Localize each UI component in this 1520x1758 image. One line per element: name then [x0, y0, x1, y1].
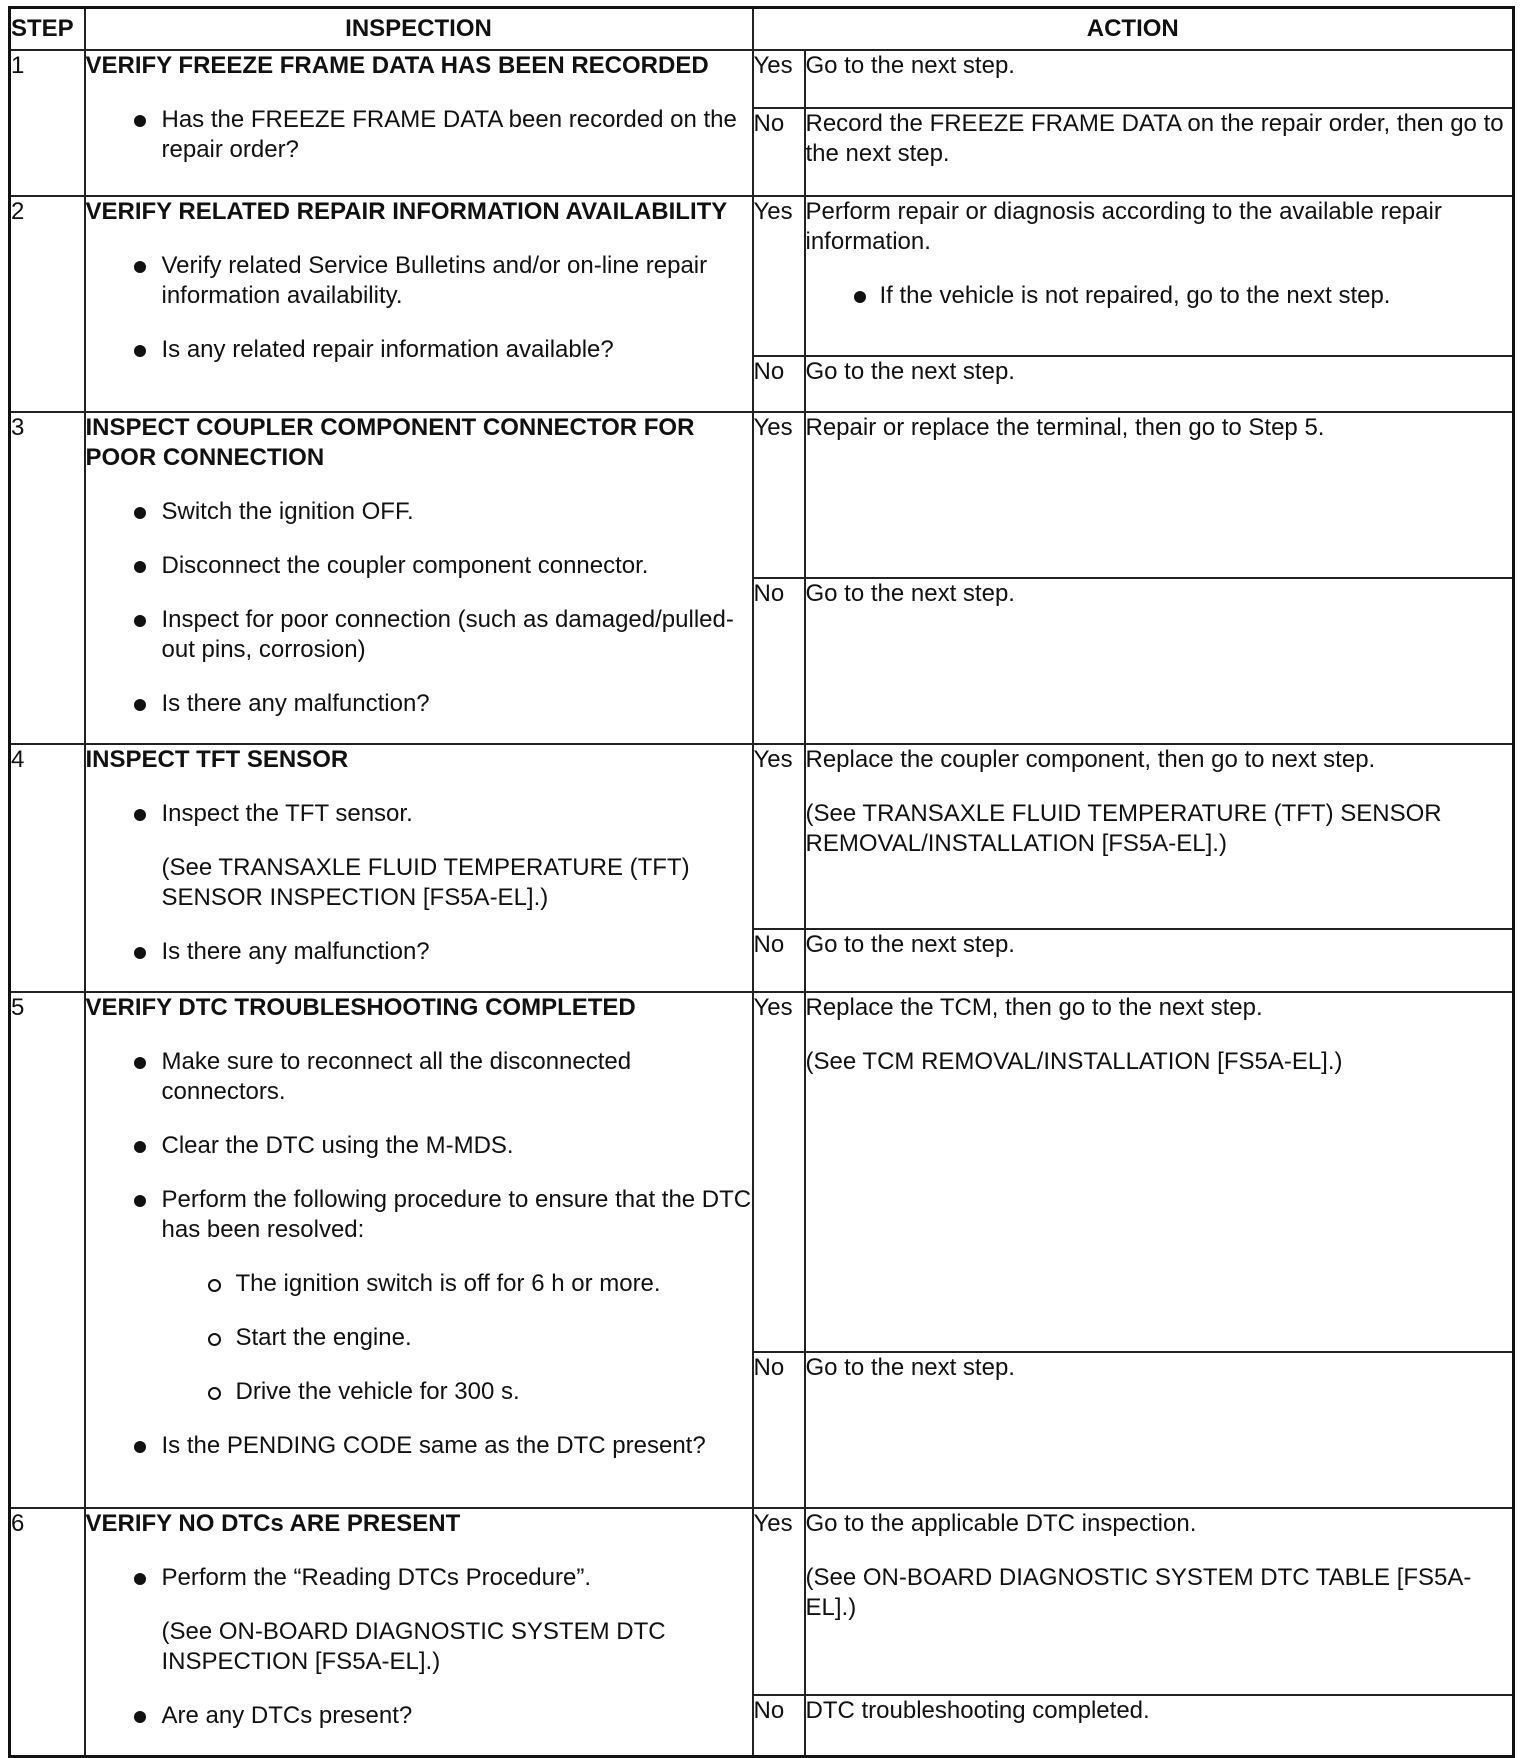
inspection-bullet: Perform the following procedure to ensure that the DTC has been resolved: — [86, 1185, 752, 1245]
no-action-text: Go to the next step. — [805, 358, 1015, 385]
yes-label: Yes — [753, 744, 805, 929]
step-number: 2 — [10, 196, 85, 412]
bullet-icon — [134, 1441, 146, 1453]
bullet-icon — [134, 1141, 146, 1153]
step-inspection — [85, 50, 753, 196]
no-label: No — [753, 929, 805, 992]
inspection-bullet: Are any DTCs present? — [86, 1701, 752, 1731]
no-action-text: Go to the next step. — [805, 1354, 1015, 1381]
step-inspection — [85, 196, 753, 412]
no-action — [805, 929, 1514, 992]
bullet-icon — [134, 947, 146, 959]
step-number: 5 — [10, 992, 85, 1508]
yes-action — [805, 992, 1514, 1352]
step-number: 1 — [10, 50, 85, 196]
yes-action-reference: (See TCM REMOVAL/INSTALLATION [FS5A-EL].) — [805, 1048, 1343, 1075]
bullet-icon — [134, 1711, 146, 1723]
header-step: STEP — [10, 8, 85, 51]
yes-action — [805, 50, 1514, 108]
header-inspection: INSPECTION — [85, 8, 753, 51]
step-6-yes-row — [10, 1508, 1514, 1695]
step-3-yes-row — [10, 412, 1514, 578]
inspection-bullet: Make sure to reconnect all the disconnected connectors. — [86, 1047, 752, 1107]
step-number: 3 — [10, 412, 85, 744]
no-label: No — [753, 1352, 805, 1508]
step-inspection — [85, 992, 753, 1508]
yes-action-text: Replace the coupler component, then go to next step. — [805, 746, 1376, 773]
step-inspection — [85, 412, 753, 744]
yes-action — [805, 196, 1514, 356]
inspection-bullet: Is any related repair information available? — [86, 335, 752, 365]
inspection-bullet: Disconnect the coupler component connector. — [86, 551, 752, 581]
bullet-icon — [134, 809, 146, 821]
no-action — [805, 108, 1514, 196]
inspection-bullet: Inspect for poor connection (such as damaged/pulled-out pins, corrosion) — [86, 605, 752, 665]
bullet-icon — [134, 1573, 146, 1585]
inspection-bullet: Verify related Service Bulletins and/or on-line repair information availability. — [86, 251, 752, 311]
no-label: No — [753, 578, 805, 744]
inspection-subbullet: Start the engine. — [86, 1323, 752, 1353]
step-title: VERIFY DTC TROUBLESHOOTING COMPLETED — [85, 994, 636, 1021]
diagnostic-table — [8, 6, 1515, 1758]
no-action-text: Record the FREEZE FRAME DATA on the repair order, then go to the next step. — [805, 110, 1504, 167]
step-2-yes-row — [10, 196, 1514, 356]
step-4-yes-row — [10, 744, 1514, 929]
bullet-icon — [134, 507, 146, 519]
no-action — [805, 1352, 1514, 1508]
circle-bullet-icon — [208, 1387, 221, 1400]
no-label: No — [753, 356, 805, 412]
no-label: No — [753, 108, 805, 196]
step-title: INSPECT COUPLER COMPONENT CONNECTOR FOR POOR CONNECTION — [85, 414, 695, 471]
yes-label: Yes — [753, 50, 805, 108]
inspection-bullet: Switch the ignition OFF. — [86, 497, 752, 527]
inspection-subbullet: Drive the vehicle for 300 s. — [86, 1377, 752, 1407]
no-action-text: Go to the next step. — [805, 931, 1015, 959]
bullet-icon — [134, 699, 146, 711]
yes-label: Yes — [753, 196, 805, 356]
inspection-bullet: Is the PENDING CODE same as the DTC present? — [86, 1431, 752, 1461]
inspection-bullet: Clear the DTC using the M-MDS. — [86, 1131, 752, 1161]
no-action — [805, 1695, 1514, 1756]
no-label: No — [753, 1695, 805, 1756]
bullet-icon — [134, 345, 146, 357]
no-action — [805, 578, 1514, 744]
yes-action — [805, 412, 1514, 578]
circle-bullet-icon — [208, 1333, 221, 1346]
step-inspection — [85, 744, 753, 992]
yes-label: Yes — [753, 992, 805, 1352]
yes-action — [805, 744, 1514, 929]
inspection-bullet: Inspect the TFT sensor. — [86, 799, 752, 829]
bullet-icon — [134, 561, 146, 573]
yes-action — [805, 1508, 1514, 1695]
no-action — [805, 356, 1514, 412]
yes-action-text: Perform repair or diagnosis according to the available repair information. — [805, 198, 1442, 255]
bullet-icon — [134, 1057, 146, 1069]
inspection-reference: (See TRANSAXLE FLUID TEMPERATURE (TFT) SENSOR INSPECTION [FS5A-EL].) — [161, 854, 690, 911]
step-title: VERIFY FREEZE FRAME DATA HAS BEEN RECORDED — [85, 52, 709, 79]
circle-bullet-icon — [208, 1279, 221, 1292]
action-bullet: If the vehicle is not repaired, go to the next step. — [806, 281, 1513, 311]
yes-action-text: Repair or replace the terminal, then go to Step 5. — [805, 414, 1325, 441]
yes-label: Yes — [753, 1508, 805, 1695]
header-action: ACTION — [753, 8, 1514, 51]
inspection-bullet: Has the FREEZE FRAME DATA been recorded on the repair order? — [86, 105, 752, 165]
inspection-reference: (See ON-BOARD DIAGNOSTIC SYSTEM DTC INSPECTION [FS5A-EL].) — [161, 1618, 666, 1675]
bullet-icon — [134, 115, 146, 127]
inspection-bullet: Is there any malfunction? — [86, 937, 752, 967]
step-inspection — [85, 1508, 753, 1757]
yes-action-text: Go to the next step. — [805, 52, 1015, 79]
inspection-subbullet: The ignition switch is off for 6 h or more. — [86, 1269, 752, 1299]
yes-action-text: Go to the applicable DTC inspection. — [805, 1510, 1197, 1537]
bullet-icon — [134, 1195, 146, 1207]
step-title: VERIFY RELATED REPAIR INFORMATION AVAILABILITY — [85, 198, 728, 225]
step-number: 6 — [10, 1508, 85, 1757]
yes-action-reference: (See ON-BOARD DIAGNOSTIC SYSTEM DTC TABLE [FS5A-EL].) — [805, 1564, 1472, 1621]
header-row — [10, 8, 1514, 51]
bullet-icon — [134, 261, 146, 273]
step-title: VERIFY NO DTCs ARE PRESENT — [85, 1510, 461, 1537]
bullet-icon — [134, 615, 146, 627]
step-1-yes-row — [10, 50, 1514, 108]
step-5-yes-row — [10, 992, 1514, 1352]
yes-label: Yes — [753, 412, 805, 578]
bullet-icon — [854, 291, 866, 303]
no-action-text: Go to the next step. — [805, 580, 1015, 607]
inspection-bullet: Is there any malfunction? — [86, 689, 752, 719]
yes-action-text: Replace the TCM, then go to the next step. — [805, 994, 1263, 1021]
no-action-text: DTC troubleshooting completed. — [805, 1697, 1150, 1725]
yes-action-reference: (See TRANSAXLE FLUID TEMPERATURE (TFT) SENSOR REMOVAL/INSTALLATION [FS5A-EL].) — [805, 800, 1442, 857]
step-title: INSPECT TFT SENSOR — [85, 746, 349, 773]
step-number: 4 — [10, 744, 85, 992]
inspection-bullet: Perform the “Reading DTCs Procedure”. — [86, 1563, 752, 1593]
